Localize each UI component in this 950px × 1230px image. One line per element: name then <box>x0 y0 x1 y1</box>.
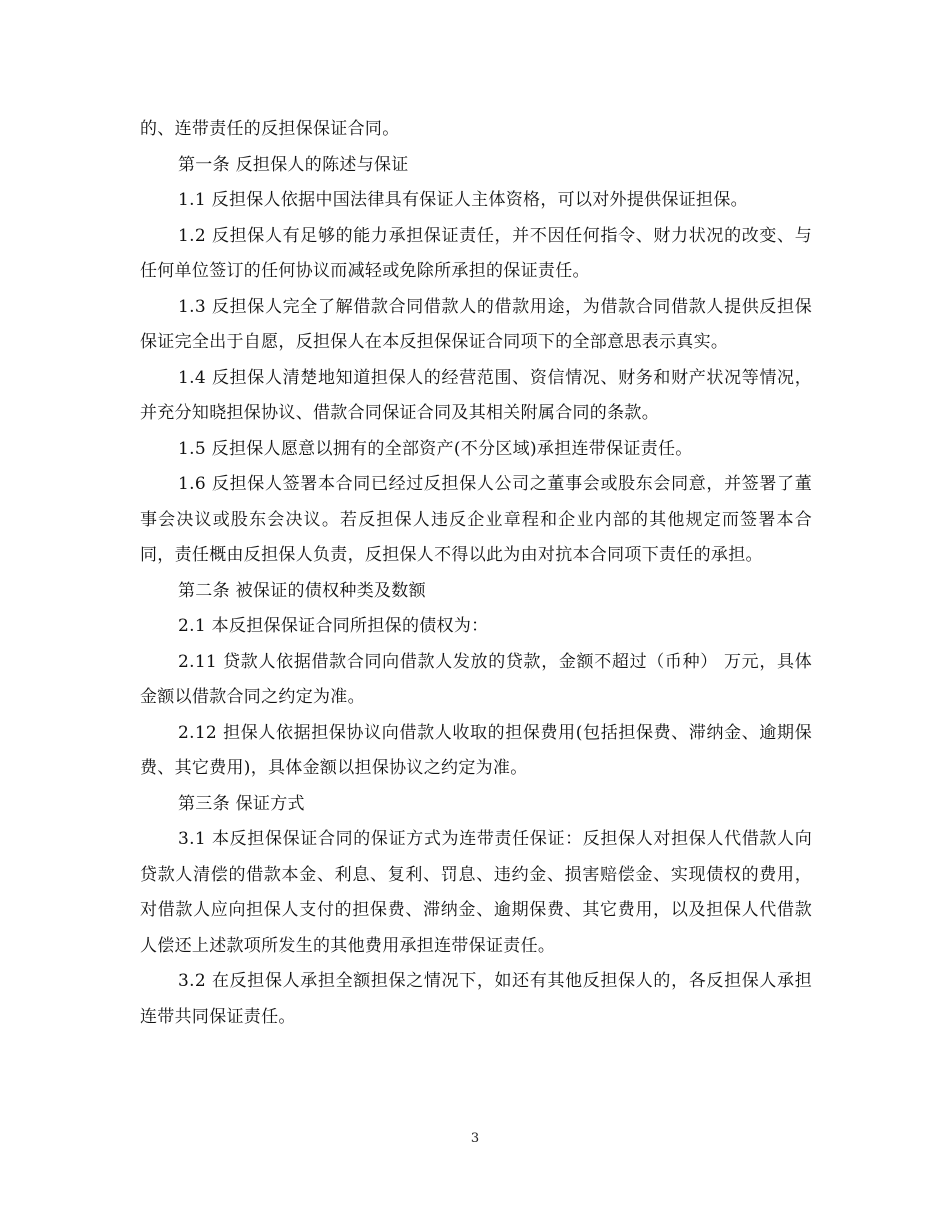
clause-1-4: 1.4 反担保人清楚地知道担保人的经营范围、资信情况、财务和财产状况等情况，并充分知晓担保协议、借款合同保证合同及其相关附属合同的条款。 <box>140 367 812 423</box>
page-number: 3 <box>470 1131 480 1146</box>
article-3-heading: 第三条 保证方式 <box>178 793 305 814</box>
clause-1-5: 1.5 反担保人愿意以拥有的全部资产(不分区域)承担连带保证责任。 <box>178 438 693 459</box>
clause-1-2: 1.2 反担保人有足够的能力承担保证责任，并不因任何指令、财力状况的改变、与任何单位签订的任何协议而减轻或免除所承担的保证责任。 <box>140 225 812 281</box>
clause-2-1: 2.1 本反担保保证合同所担保的债权为： <box>178 616 489 636</box>
article-1-heading: 第一条 反担保人的陈述与保证 <box>178 154 409 175</box>
paragraph-continuation: 的、连带责任的反担保保证合同。 <box>140 119 400 139</box>
document-body <box>140 112 812 1035</box>
clause-2-11: 2.11 贷款人依据借款合同向借款人发放的贷款，金额不超过（币种） 万元，具体金额以借款合同之约定为准。 <box>140 651 812 707</box>
article-2-heading: 第二条 被保证的债权种类及数额 <box>178 580 426 601</box>
clause-1-1: 1.1 反担保人依据中国法律具有保证人主体资格，可以对外提供保证担保。 <box>178 190 748 210</box>
clause-1-3: 1.3 反担保人完全了解借款合同借款人的借款用途，为借款合同借款人提供反担保保证完全出于自愿，反担保人在本反担保保证合同项下的全部意思表示真实。 <box>140 296 812 352</box>
clause-3-2: 3.2 在反担保人承担全额担保之情况下，如还有其他反担保人的，各反担保人承担连带共同保证责任。 <box>140 971 812 1027</box>
clause-3-1: 3.1 本反担保保证合同的保证方式为连带责任保证：反担保人对担保人代借款人向贷款人清偿的借款本金、利息、复利、罚息、违约金、损害赔偿金、实现债权的费用，对借款人应向担保人支付的担保费、滞纳金、逾期保费、其它费用，以及担保人代借款人偿还上述款项所发生的其他费用承担连带保证责任。 <box>140 829 812 956</box>
clause-1-6: 1.6 反担保人签署本合同已经过反担保人公司之董事会或股东会同意，并签署了董事会决议或股东会决议。若反担保人违反企业章程和企业内部的其他规定而签署本合同，责任概由反担保人负责，反担保人不得以此为由对抗本合同项下责任的承担。 <box>140 474 812 565</box>
clause-2-12: 2.12 担保人依据担保协议向借款人收取的担保费用(包括担保费、滞纳金、逾期保费、其它费用)，具体金额以担保协议之约定为准。 <box>140 722 812 778</box>
